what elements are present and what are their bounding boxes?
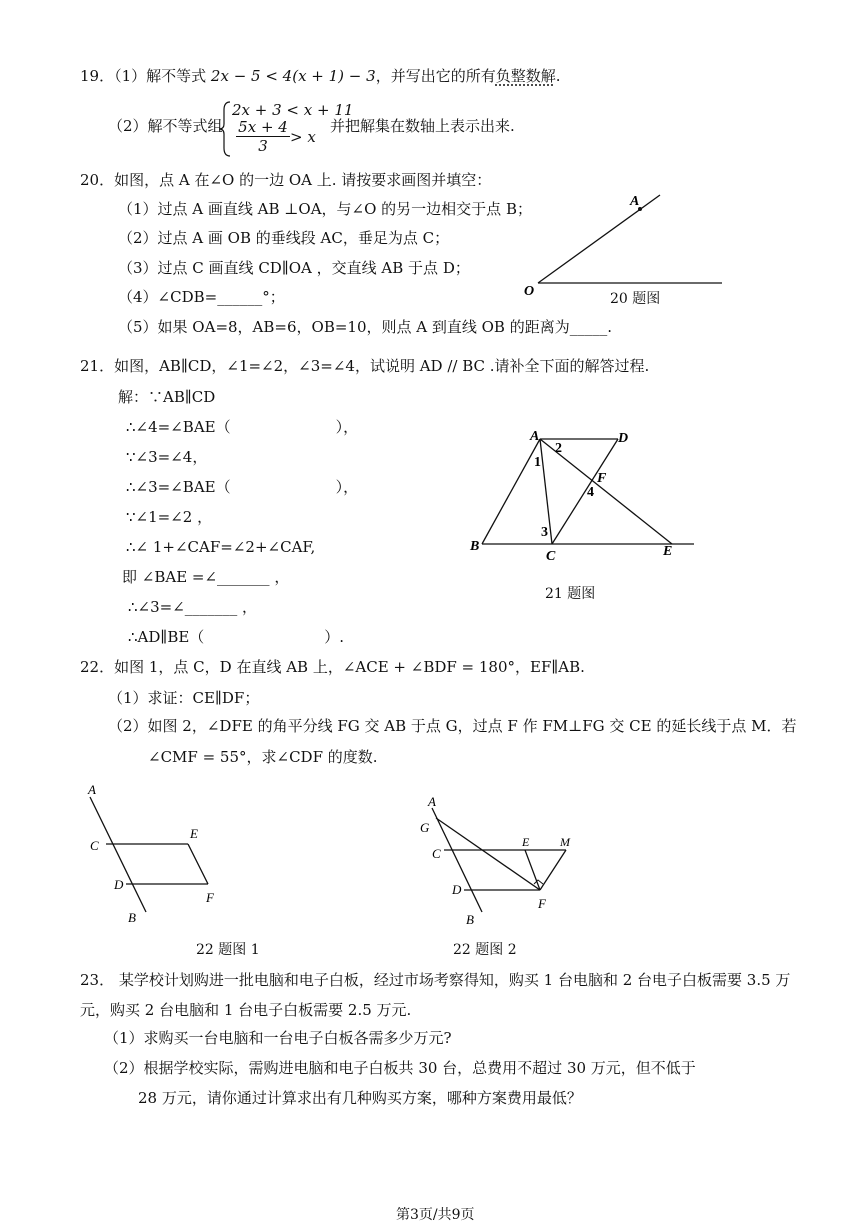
segment-GF [436, 818, 540, 890]
label-D: D [618, 431, 629, 446]
q19-part1-prefix: 19．（1）解不等式 [80, 67, 207, 85]
q22-figure-1 [78, 782, 228, 927]
q19-part1-emphasis: 负整数解 [495, 67, 556, 85]
q20-item-2: （2）过点 A 画 OB 的垂线段 AC，垂足为点 C； [118, 229, 450, 247]
right-angle-mark [534, 880, 543, 884]
q23-part1: （1）求购买一台电脑和一台电子白板各需多少万元? [104, 1029, 452, 1047]
q22-intro: 22．如图 1，点 C，D 在直线 AB 上，∠ACE + ∠BDF = 180°，EF∥AB. [80, 658, 585, 676]
angle-1: 1 [534, 455, 541, 470]
q20-intro: 20．如图，点 A 在∠O 的一边 OA 上. 请按要求画图并填空： [80, 171, 492, 189]
q19-part1-expression: 2x − 5 < 4(x + 1) − 3 [210, 67, 376, 85]
segment-EF [188, 844, 208, 884]
q21-figure [460, 420, 710, 570]
angle-2: 2 [555, 441, 562, 456]
q21-step-5: ∵∠1=∠2 ， [126, 508, 213, 526]
q21-step-3: ∵∠3=∠4， [126, 448, 208, 466]
label-B: B [128, 910, 136, 925]
q21-step-8: ∴∠3=∠_______ ， [128, 598, 258, 616]
q22-part2-line2: ∠CMF = 55°，求∠CDF 的度数. [148, 748, 378, 766]
label-M: M [560, 835, 570, 849]
segment-AB [482, 439, 540, 544]
angle-4: 4 [587, 485, 594, 500]
q21-step-7: 即 ∠BAE =∠_______ ， [122, 568, 290, 586]
q22-part2-line1: （2）如图 2，∠DFE 的角平分线 FG 交 AB 于点 G，过点 F 作 FM⊥FG 交 CE 的延长线于点 M．若 [108, 717, 797, 735]
page-footer: 第3页/共9页 [396, 1207, 475, 1223]
q21-step-6: ∴∠ 1+∠CAF=∠2+∠CAF, [126, 538, 316, 556]
q20-item-5: （5）如果 OA=8，AB=6，OB=10，则点 A 到直线 OB 的距离为_____. [118, 318, 612, 336]
q21-caption: 21 题图 [545, 586, 596, 602]
label-C: C [90, 838, 99, 853]
label-F: F [206, 890, 214, 905]
segment-EF [525, 850, 540, 890]
q23-line-1: 23． 某学校计划购进一批电脑和电子白板，经过市场考察得知，购买 1 台电脑和 2 台电子白板需要 3.5 万 [80, 971, 791, 989]
label-O: O [524, 284, 535, 299]
label-F: F [597, 471, 607, 486]
q22-figure-2 [410, 794, 590, 934]
label-A: A [630, 194, 640, 209]
q19-part2-prefix: （2）解不等式组 [108, 117, 223, 135]
q21-intro: 21．如图，AB∥CD，∠1=∠2，∠3=∠4，试说明 AD // BC .请补全下面的解答过程. [80, 357, 650, 375]
q20-caption: 20 题图 [610, 291, 661, 307]
label-E: E [522, 835, 530, 849]
label-D: D [114, 877, 124, 892]
label-F: F [538, 896, 546, 911]
label-A: A [530, 429, 540, 444]
label-G: G [420, 820, 430, 835]
q19-fraction-numerator: 5x + 4 [236, 118, 290, 137]
q21-step-4: ∴∠3=∠BAE（ ）， [126, 478, 359, 496]
q19-system-line1: 2x + 3 < x + 11 [232, 101, 354, 119]
label-B: B [470, 539, 480, 554]
label-E: E [663, 544, 673, 559]
q19-system-gt: > x [290, 128, 316, 146]
q21-step-1: 解：∵AB∥CD [118, 388, 216, 406]
q23-part2-line1: （2）根据学校实际，需购进电脑和电子白板共 30 台，总费用不超过 30 万元，但不低于 [104, 1059, 696, 1077]
q22-caption-2: 22 题图 2 [453, 942, 517, 958]
q21-step-9: ∴AD∥BE（ ）. [128, 628, 345, 646]
line-AB [90, 797, 146, 912]
label-A: A [428, 794, 436, 809]
q19-system-brace [218, 100, 232, 158]
q23-line-2: 元，购买 2 台电脑和 1 台电子白板需要 2.5 万元. [80, 1001, 412, 1019]
label-C: C [546, 549, 556, 564]
angle-3: 3 [541, 525, 548, 540]
q19-part1-suffix: ，并写出它的所有 [375, 67, 496, 85]
q19-fraction-denominator: 3 [258, 137, 268, 155]
q22-part1: （1）求证：CE∥DF； [108, 689, 260, 707]
label-E: E [190, 826, 198, 841]
segment-MF [540, 850, 566, 890]
q23-part2-line2: 28 万元，请你通过计算求出有几种购买方案，哪种方案费用最低？ [138, 1089, 582, 1107]
q21-step-2: ∴∠4=∠BAE（ ）， [126, 418, 359, 436]
q22-caption-1: 22 题图 1 [196, 942, 260, 958]
label-B: B [466, 912, 474, 927]
q19-part2-suffix: 并把解集在数轴上表示出来. [330, 117, 515, 135]
label-A: A [88, 782, 96, 797]
q20-item-1: （1）过点 A 画直线 AB ⊥OA，与∠O 的另一边相交于点 B； [118, 200, 532, 218]
label-C: C [432, 846, 441, 861]
q19-part1-period: . [555, 67, 561, 85]
q20-item-4: （4）∠CDB=______°； [118, 288, 285, 306]
label-D: D [452, 882, 462, 897]
q19-part1 [80, 66, 561, 86]
q20-item-3: （3）过点 C 画直线 CD∥OA ，交直线 AB 于点 D； [118, 259, 470, 277]
q19-system-fraction [236, 118, 290, 155]
